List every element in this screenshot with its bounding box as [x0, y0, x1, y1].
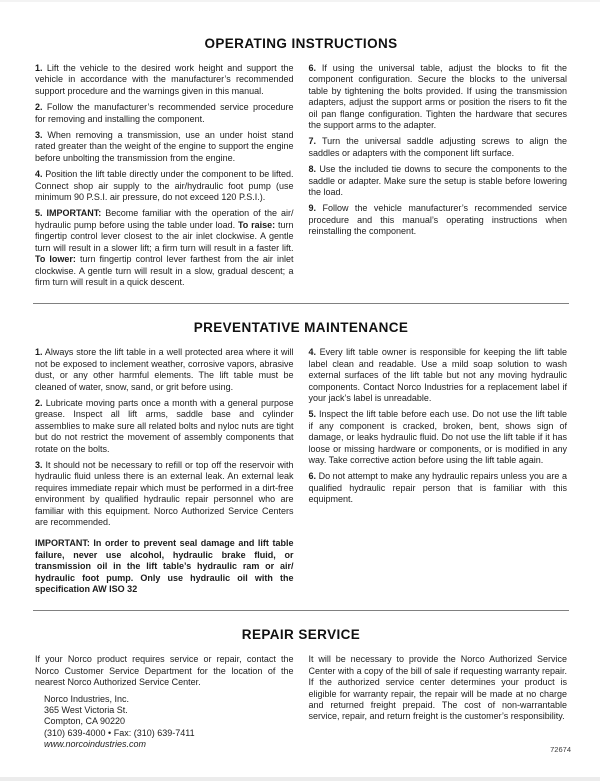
paragraph: 7. Turn the universal saddle adjusting screws to align the saddles or adapters with the component lift surface.	[308, 136, 567, 158]
section-title-operating-instructions: OPERATING INSTRUCTIONS	[204, 36, 398, 51]
section-title-preventative-maintenance: PREVENTATIVE MAINTENANCE	[193, 320, 409, 336]
operating-instructions-columns	[35, 63, 567, 293]
paragraph: 4. Every lift table owner is responsible for keeping the lift table label clean and readable. Use a mild soap solution to wash external surfaces of the lift table but not any moving hydraulic components. Contact Norco Industries for a replacement label if your jack’s label is unreadable.	[308, 347, 567, 403]
section-repair-service	[35, 627, 567, 750]
address-line: Compton, CA 90220	[44, 716, 126, 727]
paragraph: If your Norco product requires service or repair, contact the Norco Customer Service Department for the location of the nearest Norco Authorized Service Center.	[35, 654, 294, 688]
repair-service-right-column	[309, 654, 568, 727]
paragraph: 3. When removing a transmission, use an under hoist stand rated greater than the weight of the engine to support the engine before unbolting the transmission from the engine.	[35, 130, 294, 163]
paragraph: 6. If using the universal table, adjust the blocks to fit the component configuration. Secure the blocks to the universal table by tightening the bolts provided. If using the transmission adapters, adjust the support arms or position the risers to fit the oil pan flange configuration. Tighten the hardware that secures the support arms to the adapter.	[308, 63, 567, 131]
paragraph: 2. Follow the manufacturer’s recommended service procedure for removing and installing the component.	[35, 102, 294, 124]
paragraph: 5. Inspect the lift table before each use. Do not use the lift table if any component is cracked, broken, bent, shows sign of damage, or leaks hydraulic fluid. Do not use the lift table if it has loose or missing hardware or components, or is modified in any way. Take corrective action before using the lift table again.	[308, 409, 567, 465]
operating-instructions-left-column	[35, 63, 294, 293]
paragraph: 8. Use the included tie downs to secure the components to the saddle or adapter. Make sure the setup is stable before lowering the load.	[308, 164, 567, 198]
address-line: Norco Industries, Inc.	[44, 693, 130, 704]
paragraph: IMPORTANT: In order to prevent seal damage and lift table failure, never use alcohol, hydraulic brake fluid, or transmission oil in the lift table’s hydraulic ram or air/ hydraulic foot pump. Only use hydraulic oil with the specification AW ISO 32	[35, 538, 294, 595]
section-preventative-maintenance	[35, 320, 567, 600]
section-divider	[33, 303, 569, 304]
paragraph: 9. Follow the vehicle manufacturer’s recommended service procedure and this manual’s operating instructions when reinstalling the component.	[308, 203, 567, 237]
section-divider	[33, 610, 569, 611]
section-title-repair-service: REPAIR SERVICE	[241, 627, 361, 643]
repair-service-columns	[35, 654, 567, 750]
paragraph: 2. Lubricate moving parts once a month with a general purpose grease. Inspect all lift arms, saddle base and cylinder assemblies to make sure all related bolts and nyloc nuts are tight but do not restrict the movement of assembly components that rotate on the bolts.	[35, 397, 294, 454]
preventative-maintenance-columns	[35, 347, 567, 600]
paragraph: 1. Lift the vehicle to the desired work height and support the vehicle in accordance with the manufacturer’s recommended support procedure and the warnings given in this manual.	[35, 63, 294, 96]
operating-instructions-right-column	[309, 63, 568, 243]
paragraph: 5. IMPORTANT: Become familiar with the operation of the air/ hydraulic pump before using the table under load. To raise: turn fingertip control lever closest to the air inlet clockwise. A gentle turn will result in a slower lift; a firm turn will result in a faster lift. To lower: turn fingertip control lever farthest from the air inlet clockwise. A gentle turn will result in a slow, gradual descent; a firm turn will result in a quick descent.	[35, 208, 294, 287]
document-number: 72674	[550, 745, 571, 754]
repair-service-left-column	[35, 654, 294, 750]
address-line: www.norcoindustries.com	[44, 739, 147, 750]
preventative-maintenance-right-column	[309, 347, 568, 510]
paragraph: It will be necessary to provide the Norco Authorized Service Center with a copy of the bill of sale if requesting warranty repair. If the authorized service center determines your product is eligible for warranty repair, the repair will be made at no charge and returned freight prepaid. The cost of non-warrantable service, repair, and return freight is the customer’s responsibility.	[308, 654, 567, 722]
section-operating-instructions	[35, 36, 567, 293]
paragraph: 4. Position the lift table directly under the component to be lifted. Connect shop air supply to the air/hydraulic foot pump (use minimum 90 P.S.I. air pressure, do not exceed 120 P.S.I.).	[35, 169, 294, 203]
paragraph: 1. Always store the lift table in a well protected area where it will not be exposed to inclement weather, corrosive vapors, abrasive dust, or any other harmful elements. The lift table must be cleaned of water, snow, sand, or grit before using.	[35, 347, 294, 392]
address-line: (310) 639-4000 • Fax: (310) 639-7411	[44, 727, 195, 738]
preventative-maintenance-left-column	[35, 347, 294, 600]
address-line: 365 West Victoria St.	[44, 705, 128, 716]
paragraph: 6. Do not attempt to make any hydraulic repairs unless you are a qualified hydraulic repair person that is familiar with this equipment.	[308, 471, 567, 505]
paragraph: 3. It should not be necessary to refill or top off the reservoir with hydraulic fluid unless there is an external leak. An external leak requires immediate repair which must be performed in a dirt-free environment by qualified hydraulic repair personnel who are familiar with this equipment. Norco Authorized Service Centers are recommended.	[35, 459, 294, 527]
